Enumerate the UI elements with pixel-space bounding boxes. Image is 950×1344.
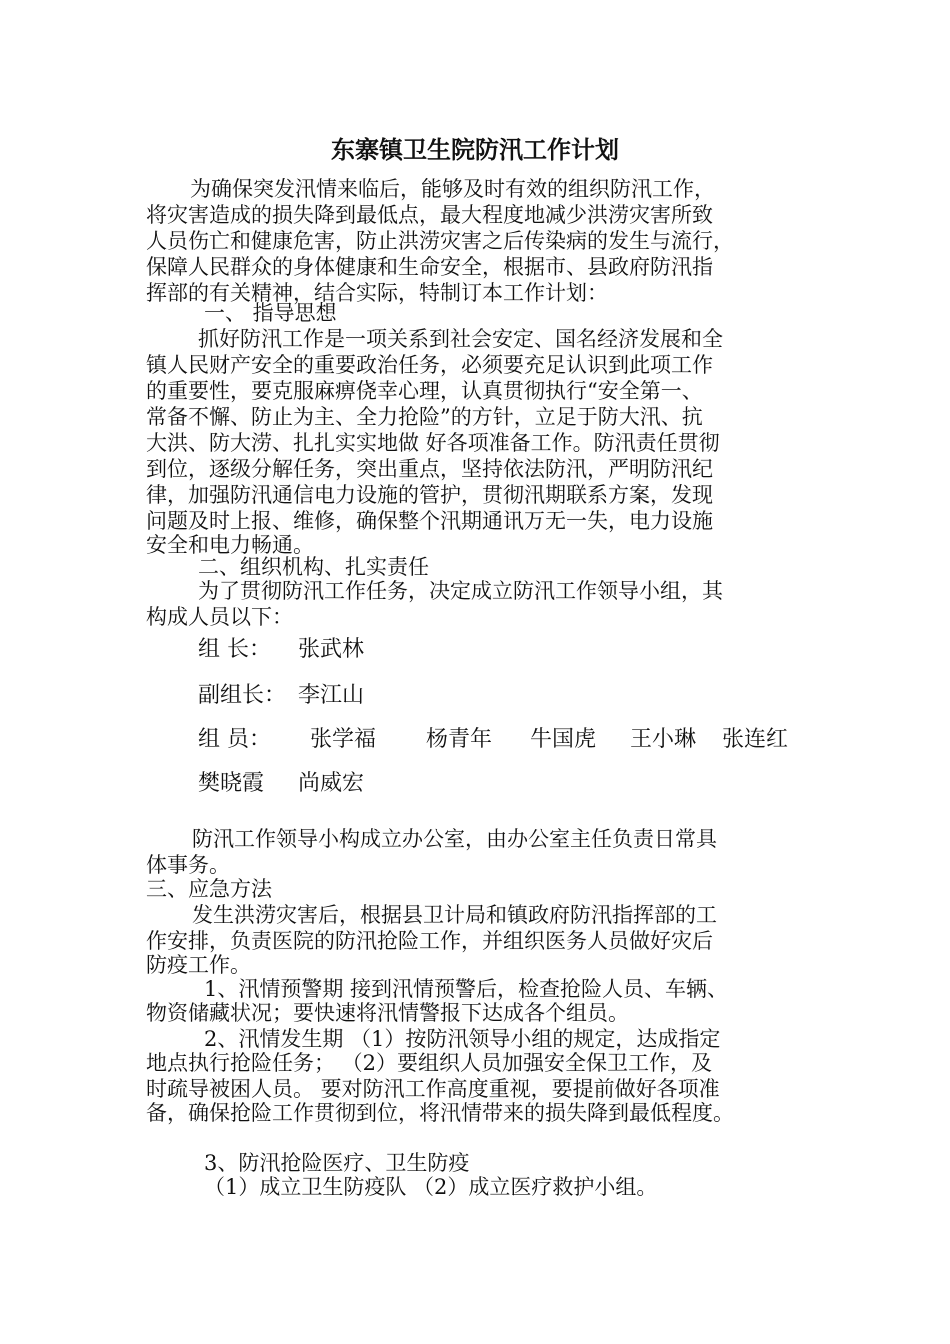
deputy-label: 副组长： [198,683,287,708]
section3-line-1: 发生洪涝灾害后，根据县卫计局和镇政府防汛指挥部的工 [192,903,717,927]
deputy-name: 李江山 [298,683,365,708]
section1-line-7: 律，加强防汛通信电力设施的管护，贯彻汛期联系方案，发现 [146,483,713,507]
leader-label: 组 长： [198,637,271,662]
section1-line-2: 镇人民财产安全的重要政治任务，必须要充足认识到此项工作 [146,353,713,377]
item3-line: （1）成立卫生防疫队 （2）成立医疗救护小组。 [204,1175,658,1199]
member-name: 牛国虎 [530,727,597,752]
section1-line-4: 常备不懈、防止为主、全力抢险”的方针，立足于防大汛、抗 [146,405,703,429]
leader-name: 张武林 [298,637,365,662]
intro-line-2: 将灾害造成的损失降到最低点，最大程度地减少洪涝灾害所致 [146,203,713,227]
member-name: 尚威宏 [298,771,365,796]
item1-line-2: 物资储藏状况；要快速将汛情警报下达成各个组员。 [146,1001,629,1025]
intro-line-4: 保障人民群众的身体健康和生命安全，根据市、县政府防汛指 [146,255,713,279]
section1-heading: 一、 指导思想 [204,301,337,325]
document-title: 东寨镇卫生院防汛工作计划 [331,135,619,164]
item2-line-2: 地点执行抢险任务； （2）要组织人员加强安全保卫工作，及 [146,1051,713,1075]
item2-line-3: 时疏导被困人员。 要对防汛工作高度重视，要提前做好各项准 [146,1077,720,1101]
member-name: 张连红 [722,727,789,752]
office-line-1: 防汛工作领导小构成立办公室，由办公室主任负责日常具 [192,827,717,851]
intro-line-5: 挥部的有关精神，结合实际，特制订本工作计划： [146,281,608,305]
section1-line-6: 到位，逐级分解任务，突出重点，坚持依法防汛，严明防汛纪 [146,457,713,481]
members-label: 组 员： [198,727,271,752]
item3-heading: 3、防汛抢险医疗、卫生防疫 [204,1151,470,1175]
intro-line-3: 人员伤亡和健康危害，防止洪涝灾害之后传染病的发生与流行， [146,229,734,253]
section2-heading: 二、组织机构、扎实责任 [198,555,429,579]
section3-line-3: 防疫工作。 [146,953,251,977]
item2-line-1: 2、汛情发生期 （1）按防汛领导小组的规定，达成指定 [204,1027,721,1051]
section1-line-3: 的重要性，要克服麻痹侥幸心理，认真贯彻执行“安全第一、 [146,379,703,403]
section1-line-8: 问题及时上报、维修，确保整个汛期通讯万无一失，电力设施 [146,509,713,533]
section1-line-5: 大洪、防大涝、扎扎实实地做 好各项准备工作。防汛责任贯彻 [146,431,720,455]
section2-line-1: 为了贯彻防汛工作任务，决定成立防汛工作领导小组，其 [198,579,723,603]
section2-line-2: 构成人员以下： [146,605,293,629]
section3-heading: 三、应急方法 [146,877,272,901]
member-name: 杨青年 [426,727,493,752]
member-name: 王小琳 [630,727,697,752]
office-line-2: 体事务。 [146,853,230,877]
intro-line-1: 为确保突发汛情来临后，能够及时有效的组织防汛工作， [190,177,715,201]
member-name: 樊晓霞 [198,771,265,796]
member-name: 张学福 [310,727,377,752]
section3-line-2: 作安排，负责医院的防汛抢险工作，并组织医务人员做好灾后 [146,929,713,953]
item1-line-1: 1、汛情预警期 接到汛情预警后，检查抢险人员、车辆、 [204,977,729,1001]
section1-line-1: 抓好防汛工作是一项关系到社会安定、国名经济发展和全 [198,327,723,351]
item2-line-4: 备，确保抢险工作贯彻到位，将汛情带来的损失降到最低程度。 [146,1101,734,1125]
section1-line-9: 安全和电力畅通。 [146,533,314,557]
